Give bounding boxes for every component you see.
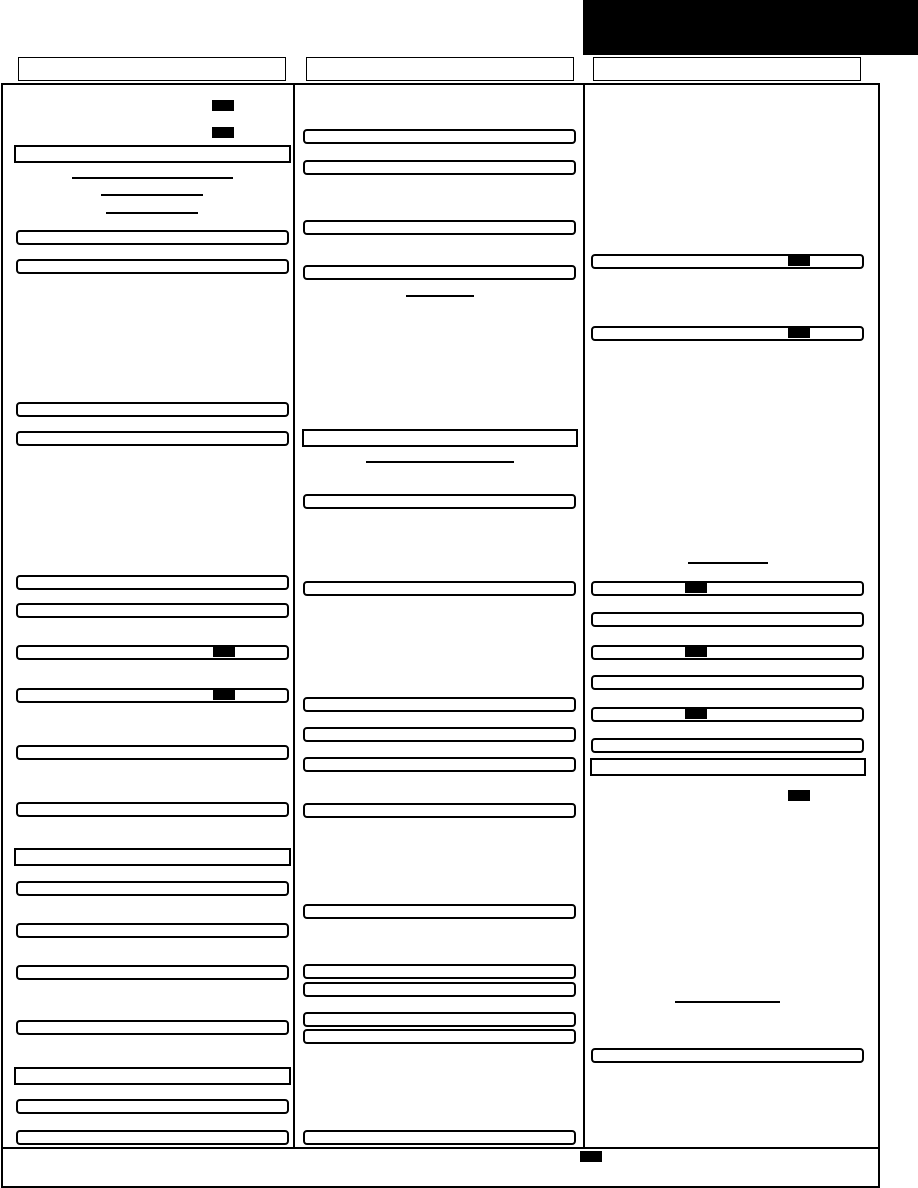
text-field[interactable] — [16, 745, 289, 760]
column-divider-2 — [583, 84, 585, 1148]
text-field[interactable] — [303, 757, 576, 772]
column-divider-1 — [293, 84, 295, 1148]
text-field[interactable] — [303, 982, 576, 997]
checkbox-marker[interactable] — [212, 100, 234, 111]
text-field[interactable] — [16, 230, 289, 245]
text-field[interactable] — [591, 707, 864, 722]
text-field[interactable] — [303, 494, 576, 509]
text-field[interactable] — [591, 645, 864, 660]
checkbox-marker[interactable] — [580, 1151, 602, 1162]
text-field[interactable] — [16, 965, 289, 980]
text-field[interactable] — [16, 1020, 289, 1035]
underlined-heading — [366, 461, 514, 463]
text-field[interactable] — [303, 803, 576, 818]
text-field[interactable] — [303, 581, 576, 596]
text-field[interactable] — [303, 1029, 576, 1044]
text-field[interactable] — [303, 160, 576, 175]
text-field[interactable] — [16, 688, 289, 703]
section-label — [14, 848, 291, 866]
text-field[interactable] — [303, 1012, 576, 1027]
text-field[interactable] — [16, 259, 289, 274]
footer-text — [10, 1152, 570, 1166]
footer-divider — [2, 1147, 879, 1149]
text-field[interactable] — [591, 326, 864, 341]
checkbox-marker[interactable] — [685, 708, 707, 719]
checkbox-marker[interactable] — [788, 255, 810, 266]
section-label — [590, 758, 866, 776]
section-label — [302, 429, 578, 447]
checkbox-marker[interactable] — [213, 646, 235, 657]
text-field[interactable] — [591, 675, 864, 690]
text-field[interactable] — [16, 802, 289, 817]
checkbox-marker[interactable] — [213, 689, 235, 700]
section-label — [14, 145, 291, 163]
column-header-left — [18, 57, 286, 81]
underlined-heading — [675, 1001, 780, 1003]
text-field[interactable] — [303, 129, 576, 144]
text-field[interactable] — [16, 603, 289, 618]
text-field[interactable] — [303, 727, 576, 742]
text-field[interactable] — [591, 612, 864, 627]
checkbox-marker[interactable] — [788, 327, 810, 338]
underlined-heading — [688, 562, 768, 564]
text-field[interactable] — [16, 881, 289, 896]
text-field[interactable] — [303, 964, 576, 979]
text-field[interactable] — [16, 923, 289, 938]
underlined-heading — [106, 212, 198, 214]
text-field[interactable] — [591, 738, 864, 753]
text-field[interactable] — [303, 1130, 576, 1145]
column-header-middle — [306, 57, 574, 81]
text-field[interactable] — [16, 645, 289, 660]
text-field[interactable] — [591, 1048, 864, 1063]
checkbox-marker[interactable] — [788, 790, 810, 801]
text-field[interactable] — [16, 1099, 289, 1114]
text-field[interactable] — [303, 904, 576, 919]
text-field[interactable] — [591, 254, 864, 269]
underlined-heading — [406, 295, 474, 297]
text-field[interactable] — [303, 220, 576, 235]
checkbox-marker[interactable] — [212, 127, 234, 138]
underlined-heading — [101, 194, 203, 196]
text-field[interactable] — [16, 431, 289, 446]
underlined-heading — [72, 177, 233, 179]
text-field[interactable] — [303, 265, 576, 280]
section-label — [14, 1067, 291, 1085]
checkbox-marker[interactable] — [685, 646, 707, 657]
column-header-right — [593, 57, 861, 81]
header-black-block — [583, 0, 918, 55]
text-field[interactable] — [16, 1130, 289, 1145]
text-field[interactable] — [591, 581, 864, 596]
text-field[interactable] — [303, 697, 576, 712]
text-field[interactable] — [16, 402, 289, 417]
text-field[interactable] — [16, 575, 289, 590]
checkbox-marker[interactable] — [685, 582, 707, 593]
